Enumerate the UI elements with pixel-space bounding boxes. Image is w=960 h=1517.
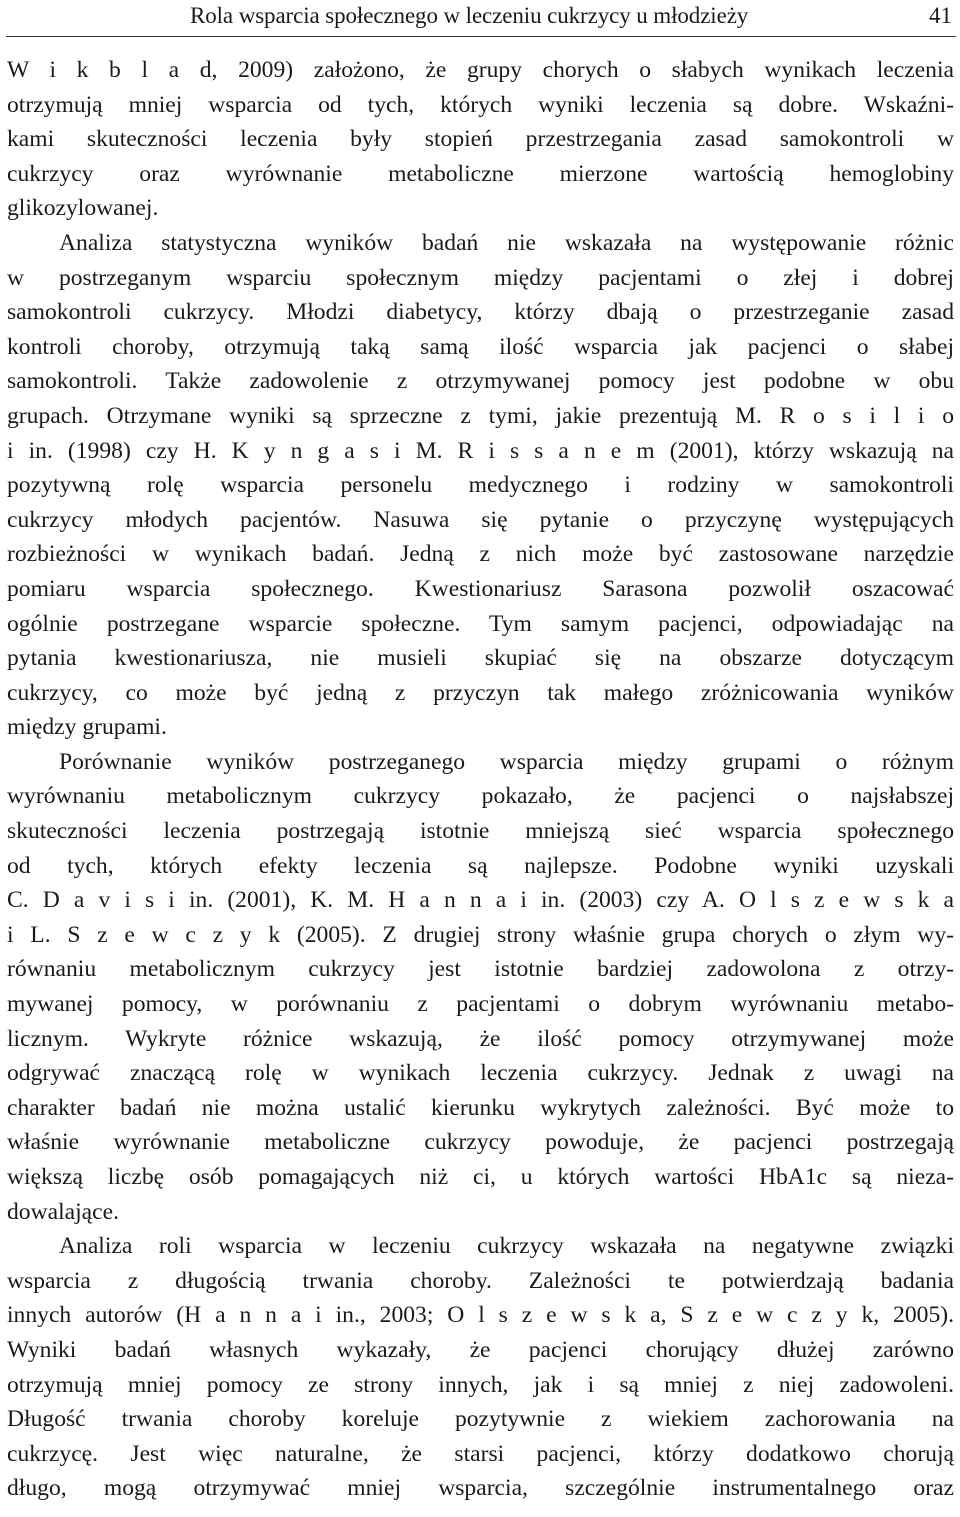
text-line: wyrównaniu metabolicznym cukrzycy pokazało, że pacjenci o najsłabszej bbox=[7, 783, 954, 810]
text-line: charakter badań nie można ustalić kierunku wykrytych zależności. Być może to bbox=[7, 1094, 954, 1121]
running-header bbox=[0, 0, 960, 40]
text-line: wsparcia z długością trwania choroby. Zależności te potwierdzają badania bbox=[7, 1267, 954, 1294]
text-line: Analiza statystyczna wyników badań nie wskazała na występowanie różnic bbox=[59, 229, 954, 256]
text-line: Długość trwania choroby koreluje pozytywnie z wiekiem zachorowania na bbox=[7, 1406, 954, 1433]
text-line: C. D a v i s i in. (2001), K. M. H a n n a i in. (2003) czy A. O l s z e w s k a bbox=[7, 887, 954, 914]
text-line: samokontroli. Także zadowolenie z otrzymywanej pomocy jest podobne w obu bbox=[7, 368, 954, 395]
text-line: cukrzycy oraz wyrównanie metaboliczne mierzone wartością hemoglobiny bbox=[7, 160, 954, 187]
header-divider bbox=[6, 36, 956, 37]
text-line: i in. (1998) czy H. K y n g a s i M. R i s s a n e m (2001), którzy wskazują na bbox=[7, 437, 954, 464]
text-line: dowalające. bbox=[7, 1198, 120, 1225]
running-title: Rola wsparcia społecznego w leczeniu cukrzycy u młodzieży bbox=[190, 3, 749, 28]
text-line: odgrywać znaczącą rolę w wynikach leczenia cukrzycy. Jednak z uwagi na bbox=[7, 1060, 954, 1087]
text-line: Porównanie wyników postrzeganego wsparcia między grupami o różnym bbox=[59, 748, 954, 775]
body-text bbox=[7, 53, 954, 1506]
text-line: właśnie wyrównanie metaboliczne cukrzycy powoduje, że pacjenci postrzegają bbox=[7, 1129, 954, 1156]
text-line: kami skuteczności leczenia były stopień przestrzegania zasad samokontroli w bbox=[7, 126, 954, 153]
text-line: rozbieżności w wynikach badań. Jedną z nich może być zastosowane narzędzie bbox=[7, 541, 954, 568]
text-line: między grupami. bbox=[7, 714, 167, 741]
text-line: i L. S z e w c z y k (2005). Z drugiej strony właśnie grupa chorych o złym wy- bbox=[7, 921, 954, 948]
text-line: otrzymują mniej pomocy ze strony innych, jak i są mniej z niej zadowoleni. bbox=[7, 1371, 954, 1398]
text-line: równaniu metabolicznym cukrzycy jest istotnie bardziej zadowolona z otrzy- bbox=[7, 956, 954, 983]
text-line: kontroli choroby, otrzymują taką samą ilość wsparcia jak pacjenci o słabej bbox=[7, 333, 954, 360]
text-line: licznym. Wykryte różnice wskazują, że ilość pomocy otrzymywanej może bbox=[7, 1025, 954, 1052]
text-line: pozytywną rolę wsparcia personelu medycznego i rodziny w samokontroli bbox=[7, 472, 954, 499]
text-line: pytania kwestionariusza, nie musieli skupiać się na obszarze dotyczącym bbox=[7, 645, 954, 672]
text-line: większą liczbę osób pomagających niż ci, u których wartości HbA1c są nieza- bbox=[7, 1164, 954, 1190]
text-line: cukrzycy młodych pacjentów. Nasuwa się pytanie o przyczynę występujących bbox=[7, 506, 954, 533]
text-line: cukrzycę. Jest więc naturalne, że starsi pacjenci, którzy dodatkowo chorują bbox=[7, 1440, 954, 1467]
text-line: glikozylowanej. bbox=[7, 195, 159, 222]
text-line: innych autorów (H a n n a i in., 2003; O l s z e w s k a, S z e w c z y k, 2005). bbox=[7, 1302, 954, 1329]
text-line: pomiaru wsparcia społecznego. Kwestionariusz Sarasona pozwolił oszacować bbox=[7, 575, 954, 602]
text-line: grupach. Otrzymane wyniki są sprzeczne z tymi, jakie prezentują M. R o s i l i o bbox=[7, 402, 954, 429]
text-line: ogólnie postrzegane wsparcie społeczne. Tym samym pacjenci, odpowiadając na bbox=[7, 610, 954, 637]
text-line: W i k b l a d, 2009) założono, że grupy chorych o słabych wynikach leczenia bbox=[7, 57, 954, 83]
page-number: 41 bbox=[929, 3, 952, 28]
text-line: cukrzycy, co może być jedną z przyczyn tak małego zróżnicowania wyników bbox=[7, 679, 954, 706]
text-line: w postrzeganym wsparciu społecznym między pacjentami o złej i dobrej bbox=[7, 264, 954, 291]
text-line: mywanej pomocy, w porównaniu z pacjentami o dobrym wyrównaniu metabo- bbox=[7, 991, 954, 1018]
text-line: długo, mogą otrzymywać mniej wsparcia, szczególnie instrumentalnego oraz bbox=[7, 1475, 954, 1502]
text-line: od tych, których efekty leczenia są najlepsze. Podobne wyniki uzyskali bbox=[7, 852, 954, 879]
text-line: Analiza roli wsparcia w leczeniu cukrzycy wskazała na negatywne związki bbox=[59, 1233, 954, 1260]
text-line: otrzymują mniej wsparcia od tych, których wyniki leczenia są dobre. Wskaźni- bbox=[7, 91, 954, 118]
text-line: Wyniki badań własnych wykazały, że pacjenci chorujący dłużej zarówno bbox=[7, 1336, 954, 1363]
text-line: skuteczności leczenia postrzegają istotnie mniejszą sieć wsparcia społecznego bbox=[7, 818, 954, 845]
text-line: samokontroli cukrzycy. Młodzi diabetycy, którzy dbają o przestrzeganie zasad bbox=[7, 299, 954, 326]
